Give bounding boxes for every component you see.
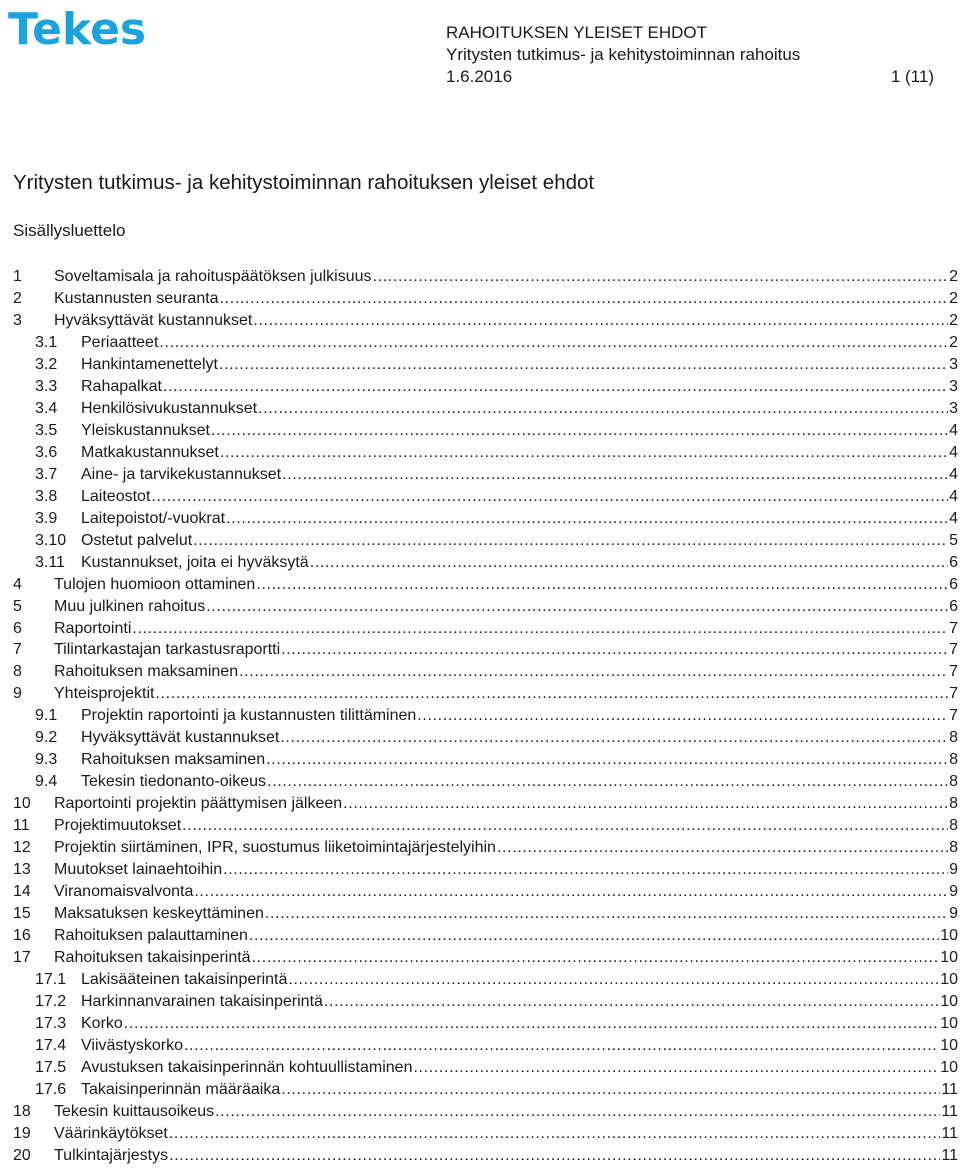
toc-dot-leader bbox=[215, 1101, 940, 1123]
toc-dot-leader bbox=[193, 530, 948, 552]
toc-entry-page: 3 bbox=[949, 355, 958, 373]
toc-entry-number: 3.9 bbox=[35, 509, 58, 527]
toc-entry-title: Kustannusten seuranta bbox=[54, 289, 219, 307]
toc-entry-number: 3.8 bbox=[35, 487, 58, 505]
toc-entry-number: 3.5 bbox=[35, 421, 58, 439]
toc-entry-page: 9 bbox=[949, 883, 958, 901]
toc-entry[interactable] bbox=[13, 749, 958, 771]
toc-dot-leader bbox=[184, 1035, 939, 1057]
toc-dot-leader bbox=[182, 815, 948, 837]
toc-entry-page: 8 bbox=[949, 751, 958, 769]
toc-entry[interactable] bbox=[13, 398, 958, 420]
toc-dot-leader bbox=[281, 1079, 940, 1101]
toc-entry-page: 2 bbox=[949, 311, 958, 329]
toc-entry-number: 5 bbox=[13, 597, 22, 615]
toc-dot-leader bbox=[256, 574, 948, 596]
toc-entry-title: Tekesin kuittausoikeus bbox=[54, 1102, 215, 1120]
toc-dot-leader bbox=[132, 618, 948, 640]
toc-entry-title: Aine- ja tarvikekustannukset bbox=[81, 465, 282, 483]
toc-entry-number: 9.4 bbox=[35, 773, 58, 791]
toc-entry-number: 20 bbox=[13, 1146, 31, 1164]
toc-dot-leader bbox=[343, 793, 948, 815]
toc-entry-page: 4 bbox=[949, 487, 958, 505]
document-title: Yritysten tutkimus- ja kehitystoiminnan rahoituksen yleiset ehdot bbox=[13, 171, 595, 194]
toc-entry[interactable] bbox=[13, 464, 958, 486]
toc-dot-leader bbox=[266, 749, 948, 771]
toc-entry-number: 17.3 bbox=[35, 1014, 67, 1032]
toc-entry-page: 9 bbox=[949, 905, 958, 923]
toc-dot-leader bbox=[282, 464, 948, 486]
toc-entry[interactable] bbox=[13, 1057, 958, 1079]
toc-entry-number: 3.4 bbox=[35, 399, 58, 417]
toc-entry[interactable] bbox=[13, 793, 958, 815]
header-page-number: 1 (11) bbox=[890, 67, 934, 86]
toc-entry-title: Tulojen huomioon ottaminen bbox=[54, 575, 256, 593]
toc-dot-leader bbox=[163, 376, 948, 398]
toc-dot-leader bbox=[413, 1057, 939, 1079]
toc-entry-number: 3.6 bbox=[35, 443, 58, 461]
toc-entry-number: 15 bbox=[13, 905, 31, 923]
toc-entry-title: Yhteisprojektit bbox=[54, 685, 155, 703]
toc-dot-leader bbox=[281, 639, 948, 661]
toc-entry[interactable] bbox=[13, 661, 958, 683]
toc-entry-title: Hankintamenettelyt bbox=[81, 355, 218, 373]
toc-entry-number: 4 bbox=[13, 575, 22, 593]
toc-entry[interactable] bbox=[13, 881, 958, 903]
toc-entry-page: 10 bbox=[940, 992, 958, 1010]
toc-entry[interactable] bbox=[13, 574, 958, 596]
toc-entry-number: 9.2 bbox=[35, 729, 58, 747]
toc-entry-page: 2 bbox=[949, 268, 958, 285]
toc-entry-number: 17.2 bbox=[35, 992, 67, 1010]
toc-entry-page: 9 bbox=[949, 861, 958, 879]
toc-entry-page: 11 bbox=[941, 1102, 958, 1120]
toc-entry[interactable] bbox=[13, 332, 958, 354]
toc-dot-leader bbox=[159, 332, 948, 354]
toc-entry-title: Laitepoistot/-vuokrat bbox=[81, 509, 226, 527]
toc-dot-leader bbox=[267, 771, 948, 793]
toc-dot-leader bbox=[265, 903, 948, 925]
toc-entry[interactable] bbox=[13, 310, 958, 332]
toc-entry-title: Takaisinperinnän määräaika bbox=[81, 1080, 281, 1098]
toc-entry-number: 18 bbox=[13, 1102, 31, 1120]
toc-dot-leader bbox=[220, 288, 949, 310]
toc-entry-page: 10 bbox=[940, 949, 958, 967]
toc-entry-number: 13 bbox=[13, 861, 31, 879]
toc-entry[interactable] bbox=[13, 1101, 958, 1123]
toc-entry-number: 1 bbox=[13, 268, 22, 285]
toc-dot-leader bbox=[169, 1145, 940, 1167]
toc-entry-number: 17 bbox=[13, 949, 31, 967]
toc-entry-number: 9.1 bbox=[35, 707, 58, 725]
toc-entry-page: 2 bbox=[949, 333, 958, 351]
header-title: RAHOITUKSEN YLEISET EHDOT bbox=[446, 23, 708, 42]
toc-entry[interactable] bbox=[13, 947, 958, 969]
toc-entry-title: Väärinkäytökset bbox=[54, 1124, 168, 1142]
toc-entry-title: Korko bbox=[81, 1014, 123, 1032]
toc-entry-title: Yleiskustannukset bbox=[81, 421, 210, 439]
toc-entry-page: 3 bbox=[949, 377, 958, 395]
toc-dot-leader bbox=[220, 442, 948, 464]
toc-entry-title: Periaatteet bbox=[81, 333, 159, 351]
toc-entry-title: Matkakustannukset bbox=[81, 443, 219, 461]
toc-entry-page: 10 bbox=[940, 1036, 958, 1054]
toc-entry-number: 6 bbox=[13, 619, 22, 637]
toc-entry[interactable] bbox=[13, 639, 958, 661]
toc-entry-page: 6 bbox=[949, 597, 958, 615]
header-subtitle: Yritysten tutkimus- ja kehitystoiminnan rahoitus bbox=[446, 45, 801, 64]
toc-entry[interactable] bbox=[13, 837, 958, 859]
toc-entry-page: 4 bbox=[949, 509, 958, 527]
toc-entry-page: 11 bbox=[941, 1080, 958, 1098]
toc-entry-title: Tulkintajärjestys bbox=[54, 1146, 169, 1164]
toc-entry-number: 14 bbox=[13, 883, 31, 901]
toc-dot-leader bbox=[258, 398, 948, 420]
toc-entry-page: 2 bbox=[949, 289, 958, 307]
toc-dot-leader bbox=[156, 683, 949, 705]
toc-entry[interactable] bbox=[13, 1145, 958, 1167]
toc-entry-number: 10 bbox=[13, 795, 31, 813]
toc-entry-number: 9 bbox=[13, 685, 22, 703]
toc-dot-leader bbox=[288, 969, 939, 991]
toc-entry-number: 3.2 bbox=[35, 355, 58, 373]
toc-entry-number: 11 bbox=[13, 817, 30, 835]
toc-dot-leader bbox=[206, 596, 948, 618]
toc-entry-title: Projektin raportointi ja kustannusten tilittäminen bbox=[81, 707, 417, 725]
header-date: 1.6.2016 bbox=[446, 67, 513, 86]
toc-entry[interactable] bbox=[13, 354, 958, 376]
toc-entry-number: 3.10 bbox=[35, 531, 67, 549]
toc-entry-title: Soveltamisala ja rahoituspäätöksen julkisuus bbox=[54, 268, 372, 285]
toc-entry-page: 4 bbox=[949, 421, 958, 439]
toc-entry-title: Muu julkinen rahoitus bbox=[54, 597, 206, 615]
toc-entry-number: 3.7 bbox=[35, 465, 58, 483]
toc-dot-leader bbox=[151, 486, 948, 508]
toc-entry-number: 3.3 bbox=[35, 377, 58, 395]
toc-entry-title: Rahoituksen palauttaminen bbox=[54, 927, 248, 945]
toc-entry[interactable] bbox=[13, 771, 958, 793]
toc-entry-number: 7 bbox=[13, 641, 22, 659]
toc-entry[interactable] bbox=[13, 376, 958, 398]
toc-entry-number: 17.6 bbox=[35, 1080, 67, 1098]
toc-entry[interactable] bbox=[13, 925, 958, 947]
toc-entry-number: 19 bbox=[13, 1124, 31, 1142]
toc-entry-page: 8 bbox=[949, 773, 958, 791]
toc-entry-title: Rahapalkat bbox=[81, 377, 162, 395]
toc-entry-title: Viivästyskorko bbox=[81, 1036, 183, 1054]
toc-entry[interactable] bbox=[13, 705, 958, 727]
toc-entry[interactable] bbox=[13, 530, 958, 552]
toc-entry-title: Rahoituksen maksaminen bbox=[81, 751, 266, 769]
toc-entry-page: 10 bbox=[940, 1014, 958, 1032]
toc-entry-page: 10 bbox=[940, 1058, 958, 1076]
toc-dot-leader bbox=[211, 420, 948, 442]
toc-entry-page: 7 bbox=[949, 707, 958, 725]
toc-entry[interactable] bbox=[13, 903, 958, 925]
toc-entry-number: 17.1 bbox=[35, 971, 67, 988]
toc-entry[interactable] bbox=[13, 486, 958, 508]
toc-entry[interactable] bbox=[13, 552, 958, 574]
table-of-contents bbox=[13, 266, 958, 1167]
toc-entry-number: 3 bbox=[13, 311, 22, 329]
toc-dot-leader bbox=[310, 552, 948, 574]
toc-entry-page: 4 bbox=[949, 443, 958, 461]
toc-entry-page: 6 bbox=[949, 575, 958, 593]
toc-entry-title: Tekesin tiedonanto-oikeus bbox=[81, 773, 267, 791]
toc-entry-title: Rahoituksen maksaminen bbox=[54, 663, 239, 681]
toc-entry-number: 9.3 bbox=[35, 751, 58, 769]
toc-dot-leader bbox=[226, 508, 948, 530]
toc-entry-title: Kustannukset, joita ei hyväksytä bbox=[81, 553, 309, 571]
toc-entry-page: 8 bbox=[949, 795, 958, 813]
toc-entry-page: 7 bbox=[949, 663, 958, 681]
toc-entry-title: Hyväksyttävät kustannukset bbox=[54, 311, 253, 329]
toc-entry-number: 12 bbox=[13, 839, 31, 857]
toc-dot-leader bbox=[324, 991, 939, 1013]
toc-dot-leader bbox=[373, 266, 949, 288]
toc-entry-title: Raportointi bbox=[54, 619, 132, 637]
toc-entry-number: 3.11 bbox=[35, 553, 65, 571]
toc-entry[interactable] bbox=[13, 1013, 958, 1035]
toc-dot-leader bbox=[497, 837, 948, 859]
toc-entry[interactable] bbox=[13, 618, 958, 640]
toc-entry-page: 8 bbox=[949, 729, 958, 747]
toc-dot-leader bbox=[253, 310, 948, 332]
toc-entry-page: 8 bbox=[949, 839, 958, 857]
toc-dot-leader bbox=[223, 859, 948, 881]
toc-dot-leader bbox=[280, 727, 948, 749]
toc-entry-page: 7 bbox=[949, 641, 958, 659]
toc-entry-title: Raportointi projektin päättymisen jälkeen bbox=[54, 795, 343, 813]
header-date-row bbox=[446, 66, 934, 88]
toc-entry-title: Tilintarkastajan tarkastusraportti bbox=[54, 641, 281, 659]
toc-entry-page: 5 bbox=[949, 531, 958, 549]
toc-entry-page: 6 bbox=[949, 553, 958, 571]
toc-entry-number: 8 bbox=[13, 663, 22, 681]
toc-entry-title: Laiteostot bbox=[81, 487, 151, 505]
toc-dot-leader bbox=[239, 661, 948, 683]
toc-entry[interactable] bbox=[13, 1035, 958, 1057]
toc-entry-page: 8 bbox=[949, 817, 958, 835]
toc-entry[interactable] bbox=[13, 727, 958, 749]
toc-dot-leader bbox=[219, 354, 948, 376]
toc-entry-page: 10 bbox=[940, 971, 958, 988]
toc-entry[interactable] bbox=[13, 815, 958, 837]
toc-entry[interactable] bbox=[13, 1079, 958, 1101]
toc-dot-leader bbox=[417, 705, 948, 727]
toc-entry-page: 10 bbox=[940, 927, 958, 945]
toc-entry-title: Rahoituksen takaisinperintä bbox=[54, 949, 251, 967]
toc-entry-page: 7 bbox=[949, 619, 958, 637]
toc-entry-title: Harkinnanvarainen takaisinperintä bbox=[81, 992, 323, 1010]
toc-entry-number: 17.4 bbox=[35, 1036, 67, 1054]
toc-entry-page: 11 bbox=[941, 1146, 958, 1164]
toc-entry-page: 11 bbox=[941, 1124, 958, 1142]
toc-entry-title: Viranomaisvalvonta bbox=[54, 883, 194, 901]
toc-entry[interactable] bbox=[13, 420, 958, 442]
tekes-logo: Tekes bbox=[8, 4, 147, 55]
toc-entry-page: 3 bbox=[949, 399, 958, 417]
toc-entry[interactable] bbox=[13, 596, 958, 618]
toc-entry[interactable] bbox=[13, 288, 958, 310]
toc-entry-number: 17.5 bbox=[35, 1058, 67, 1076]
toc-entry-title: Henkilösivukustannukset bbox=[81, 399, 258, 417]
toc-entry[interactable] bbox=[13, 1123, 958, 1145]
toc-dot-leader bbox=[249, 925, 939, 947]
toc-entry[interactable] bbox=[13, 859, 958, 881]
toc-entry-number: 16 bbox=[13, 927, 31, 945]
toc-entry-title: Hyväksyttävät kustannukset bbox=[81, 729, 280, 747]
toc-entry-title: Lakisääteinen takaisinperintä bbox=[81, 971, 288, 988]
toc-entry-page: 4 bbox=[949, 465, 958, 483]
toc-entry[interactable] bbox=[13, 683, 958, 705]
toc-entry[interactable] bbox=[13, 969, 958, 991]
toc-heading: Sisällysluettelo bbox=[13, 221, 126, 240]
toc-entry-number: 2 bbox=[13, 289, 22, 307]
toc-dot-leader bbox=[169, 1123, 941, 1145]
toc-entry-title: Ostetut palvelut bbox=[81, 531, 193, 549]
toc-entry-title: Muutokset lainaehtoihin bbox=[54, 861, 223, 879]
toc-dot-leader bbox=[194, 881, 948, 903]
toc-entry-page: 7 bbox=[949, 685, 958, 703]
toc-entry[interactable] bbox=[13, 508, 958, 530]
toc-entry-title: Projektimuutokset bbox=[54, 817, 182, 835]
toc-entry[interactable] bbox=[13, 266, 958, 288]
toc-dot-leader bbox=[252, 947, 940, 969]
toc-entry-title: Projektin siirtäminen, IPR, suostumus liiketoimintajärjestelyihin bbox=[54, 839, 496, 857]
toc-entry[interactable] bbox=[13, 991, 958, 1013]
toc-entry-title: Maksatuksen keskeyttäminen bbox=[54, 905, 264, 923]
toc-entry[interactable] bbox=[13, 442, 958, 464]
document-header bbox=[446, 22, 934, 88]
toc-entry-title: Avustuksen takaisinperinnän kohtuullistaminen bbox=[81, 1058, 413, 1076]
toc-entry-number: 3.1 bbox=[35, 333, 58, 351]
toc-dot-leader bbox=[124, 1013, 939, 1035]
